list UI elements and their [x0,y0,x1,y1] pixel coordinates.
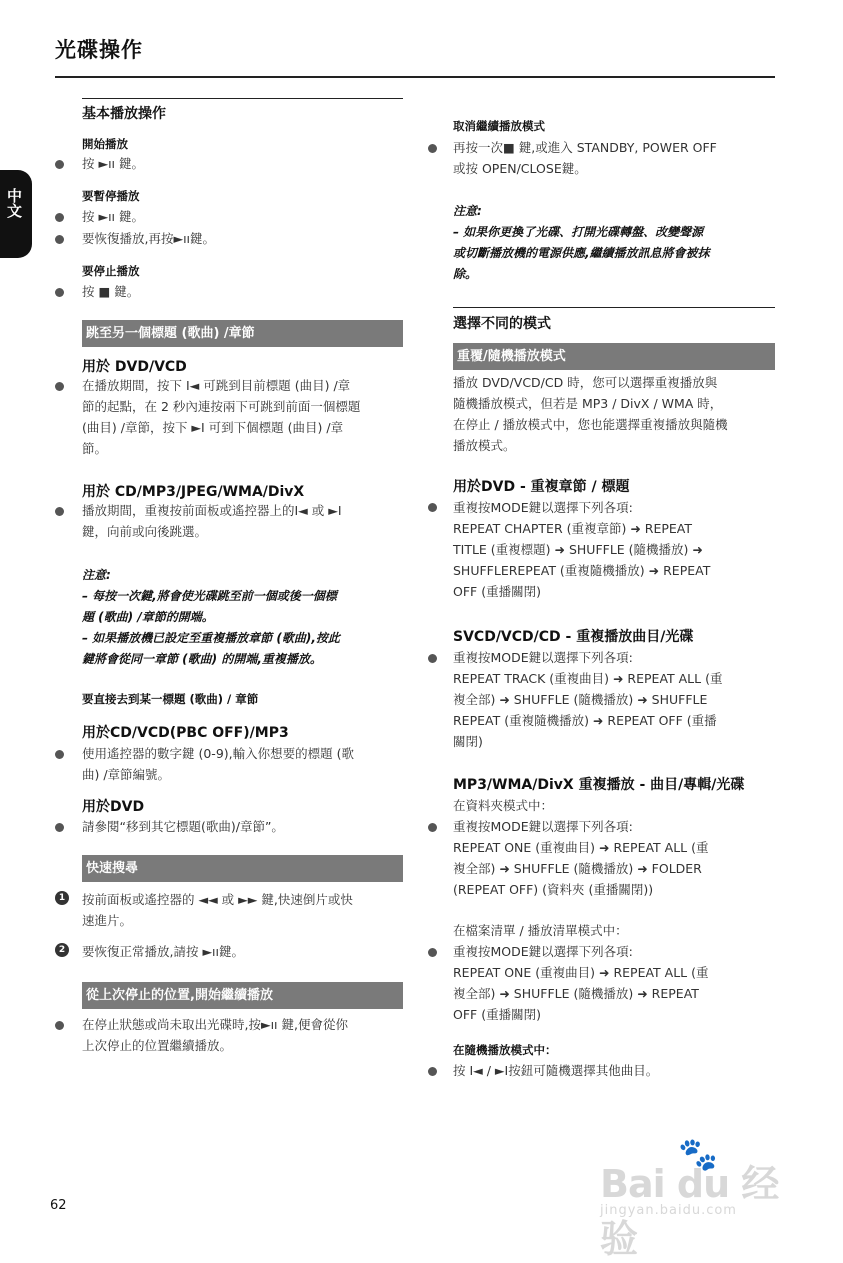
paw-icon: 🐾 [678,1135,718,1173]
cancel-line: 再按一次■ 鍵,或進入 STANDBY, POWER OFF [453,140,717,155]
note-line: 題 (歌曲) /章節的開端。 [82,610,214,624]
bullet [55,288,64,297]
dvd-line: (曲目) /章節，按下 ►I 可到下個標題 (曲目) /章 [82,420,344,435]
step-number: 1 [55,891,69,905]
note-line: – 如果你更換了光碟、打開光碟轉盤、改變聲源 [453,225,704,239]
bullet [55,507,64,516]
pbc-heading: 用於CD/VCD(PBC OFF)/MP3 [82,725,289,741]
mp3-heading: MP3/WMA/DivX 重複播放 - 曲目/專輯/光碟 [453,777,745,793]
header-rule [55,76,775,78]
dvd-line: 在播放期間，按下 I◄ 可跳到目前標題 (曲目) /章 [82,378,351,393]
language-tab-label: 中文 [5,188,23,218]
mode-para: 播放模式。 [453,438,516,453]
bullet [55,750,64,759]
svcd-heading: SVCD/VCD/CD - 重複播放曲目/光碟 [453,629,694,645]
list-mode-label: 在檔案清單 / 播放清單模式中： [453,923,628,938]
watermark-url: jingyan.baidu.com [600,1203,737,1218]
dvd-repeat-line: TITLE (重複標題) ➜ SHUFFLE (隨機播放) ➜ [453,542,703,557]
svcd-line: 關閉) [453,734,483,749]
list-line: OFF (重播關閉) [453,1007,541,1022]
section-rule-mode [453,307,775,308]
section-bar-repeat: 重覆/隨機播放模式 [453,343,775,370]
watermark-logo: Bai du 经验 [600,1162,779,1261]
section-rule-basic [82,98,403,99]
bullet [428,1067,437,1076]
cd-line: 播放期間，重複按前面板或遙控器上的I◄ 或 ►I [82,503,342,518]
mode-para: 隨機播放模式，但若是 MP3 / DivX / WMA 時， [453,396,723,411]
stop-heading: 要停止播放 [82,264,140,278]
list-line: 複全部) ➜ SHUFFLE (隨機播放) ➜ REPEAT [453,986,699,1001]
dvd-repeat-line: SHUFFLEREPEAT (重複隨機播放) ➜ REPEAT [453,563,711,578]
svcd-line: 複全部) ➜ SHUFFLE (隨機播放) ➜ SHUFFLE [453,692,708,707]
note-line: – 每按一次鍵,將會使光碟跳至前一個或後一個標 [82,589,337,603]
dvd-heading: 用於 DVD/VCD [82,359,187,375]
mode-para: 在停止 / 播放模式中，您也能選擇重複播放與隨機 [453,417,728,432]
pause-text-2: 要恢復播放,再按►ıı鍵。 [82,231,216,246]
list-line: 重複按MODE鍵以選擇下列各項: [453,944,633,959]
bullet [55,160,64,169]
section-title-basic: 基本播放操作 [82,106,166,122]
resume-line: 在停止狀態或尚未取出光碟時,按►ıı 鍵,便會從你 [82,1017,348,1032]
pbc-line: 曲) /章節編號。 [82,767,171,782]
mp3-line: 重複按MODE鍵以選擇下列各項: [453,819,633,834]
mode-para: 播放 DVD/VCD/CD 時，您可以選擇重複播放與 [453,375,718,390]
start-text: 按 ►ıı 鍵。 [82,156,145,171]
section-bar-search: 快速搜尋 [82,855,403,882]
baidu-watermark [600,1135,790,1261]
dvd-line: 節。 [82,441,108,456]
bullet [428,654,437,663]
pause-heading: 要暫停播放 [82,189,140,203]
dvd-repeat-heading: 用於DVD - 重複章節 / 標題 [453,479,630,495]
search-line: 要恢復正常播放,請按 ►ıı鍵。 [82,944,245,959]
note-line: – 如果播放機已設定至重複播放章節 (歌曲),按此 [82,631,340,645]
search-line: 速進片。 [82,913,133,928]
note-heading: 注意: [453,204,482,218]
start-heading: 開始播放 [82,137,128,151]
bullet [428,823,437,832]
bullet [55,382,64,391]
page-number: 62 [50,1198,67,1213]
cd-heading: 用於 CD/MP3/JPEG/WMA/DivX [82,484,305,500]
dvd-repeat-line: REPEAT CHAPTER (重複章節) ➜ REPEAT [453,521,693,536]
dvd2-heading: 用於DVD [82,799,145,815]
bullet [428,503,437,512]
bullet [55,213,64,222]
step-number: 2 [55,943,69,957]
pause-text-1: 按 ►ıı 鍵。 [82,209,145,224]
note-line: 除。 [453,267,478,281]
search-line: 按前面板或遙控器的 ◄◄ 或 ►► 鍵,快速倒片或快 [82,892,353,907]
svcd-line: REPEAT (重複隨機播放) ➜ REPEAT OFF (重播 [453,713,717,728]
list-line: REPEAT ONE (重複曲目) ➜ REPEAT ALL (重 [453,965,709,980]
cancel-line: 或按 OPEN/CLOSE鍵。 [453,161,587,176]
stop-text: 按 ■ 鍵。 [82,284,140,299]
section-bar-resume: 從上次停止的位置,開始繼續播放 [82,982,403,1009]
dvd2-text: 請參閱“移到其它標題(歌曲)/章節”。 [82,819,284,834]
mp3-line: (REPEAT OFF) (資料夾 (重播關閉)) [453,882,654,897]
dvd-repeat-line: OFF (重播關閉) [453,584,541,599]
mp3-line: 複全部) ➜ SHUFFLE (隨機播放) ➜ FOLDER [453,861,702,876]
pbc-line: 使用遙控器的數字鍵 (0-9),輸入你想要的標題 (歌 [82,746,354,761]
bullet [55,235,64,244]
dvd-repeat-line: 重複按MODE鍵以選擇下列各項: [453,500,633,515]
mp3-folder-label: 在資料夾模式中： [453,798,554,813]
dvd-line: 節的起點，在 2 秒內連按兩下可跳到前面一個標題 [82,399,361,414]
random-heading: 在隨機播放模式中： [453,1043,557,1057]
bullet [428,144,437,153]
note-line: 或切斷播放機的電源供應,繼續播放訊息將會被抹 [453,246,710,260]
mp3-line: REPEAT ONE (重複曲目) ➜ REPEAT ALL (重 [453,840,709,855]
resume-line: 上次停止的位置繼續播放。 [82,1038,233,1053]
random-text: 按 I◄ / ►I按鈕可隨機選擇其他曲目。 [453,1063,659,1078]
cancel-heading: 取消繼續播放模式 [453,119,545,133]
note-line: 鍵將會從同一章節 (歌曲) 的開端,重複播放。 [82,652,322,666]
note-heading: 注意: [82,568,111,582]
section-title-mode: 選擇不同的模式 [453,316,551,332]
section-bar-skip: 跳至另一個標題 (歌曲) /章節 [82,320,403,347]
bullet [55,823,64,832]
svcd-line: REPEAT TRACK (重複曲目) ➜ REPEAT ALL (重 [453,671,723,686]
svcd-line: 重複按MODE鍵以選擇下列各項: [453,650,633,665]
bullet [428,948,437,957]
page-title: 光碟操作 [55,38,143,62]
bullet [55,1021,64,1030]
language-tab [0,170,32,258]
direct-heading: 要直接去到某一標題 (歌曲) / 章節 [82,692,259,706]
cd-line: 鍵，向前或向後跳選。 [82,524,208,539]
